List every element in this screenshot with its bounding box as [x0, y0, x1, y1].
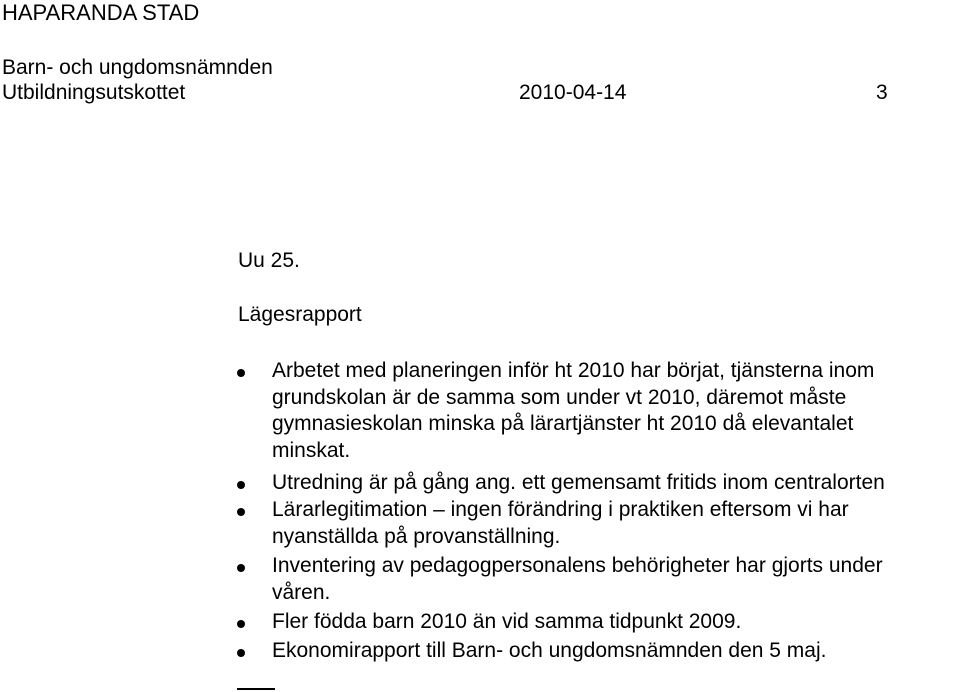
bullet-icon	[237, 649, 245, 657]
list-item-text: Ekonomirapport till Barn- och ungdomsnämnden den 5 maj.	[272, 639, 827, 662]
section-heading: Lägesrapport	[238, 303, 362, 326]
bullet-icon	[237, 508, 245, 516]
page-number: 3	[876, 81, 888, 104]
committee-name: Barn- och ungdomsnämnden	[2, 56, 273, 79]
organization-name: HAPARANDA STAD	[2, 0, 200, 25]
list-item-text: Inventering av pedagogpersonalens behörigheter har gjorts under våren.	[272, 554, 883, 604]
list-item-text: Fler födda barn 2010 än vid samma tidpunkt 2009.	[272, 610, 742, 633]
bullet-icon	[237, 369, 245, 377]
bullet-icon	[237, 620, 245, 628]
list-item-text: Lärarlegitimation – ingen förändring i praktiken eftersom vi har nyanställda på provanställning.	[272, 498, 849, 548]
footer-divider	[237, 688, 275, 690]
section-number: Uu 25.	[238, 249, 300, 272]
bullet-icon	[237, 564, 245, 572]
subcommittee-name: Utbildningsutskottet	[2, 81, 186, 104]
list-item-text: Arbetet med planeringen inför ht 2010 har börjat, tjänsterna inom grundskolan är de samma som under vt 2010, däremot måste gymnasieskolan minska på lärartjänster ht 2010 då elevantalet minskat.	[272, 359, 875, 462]
list-item-text: Utredning är på gång ang. ett gemensamt fritids inom centralorten	[272, 471, 885, 494]
bullet-icon	[237, 481, 245, 489]
meeting-date: 2010-04-14	[519, 81, 627, 104]
